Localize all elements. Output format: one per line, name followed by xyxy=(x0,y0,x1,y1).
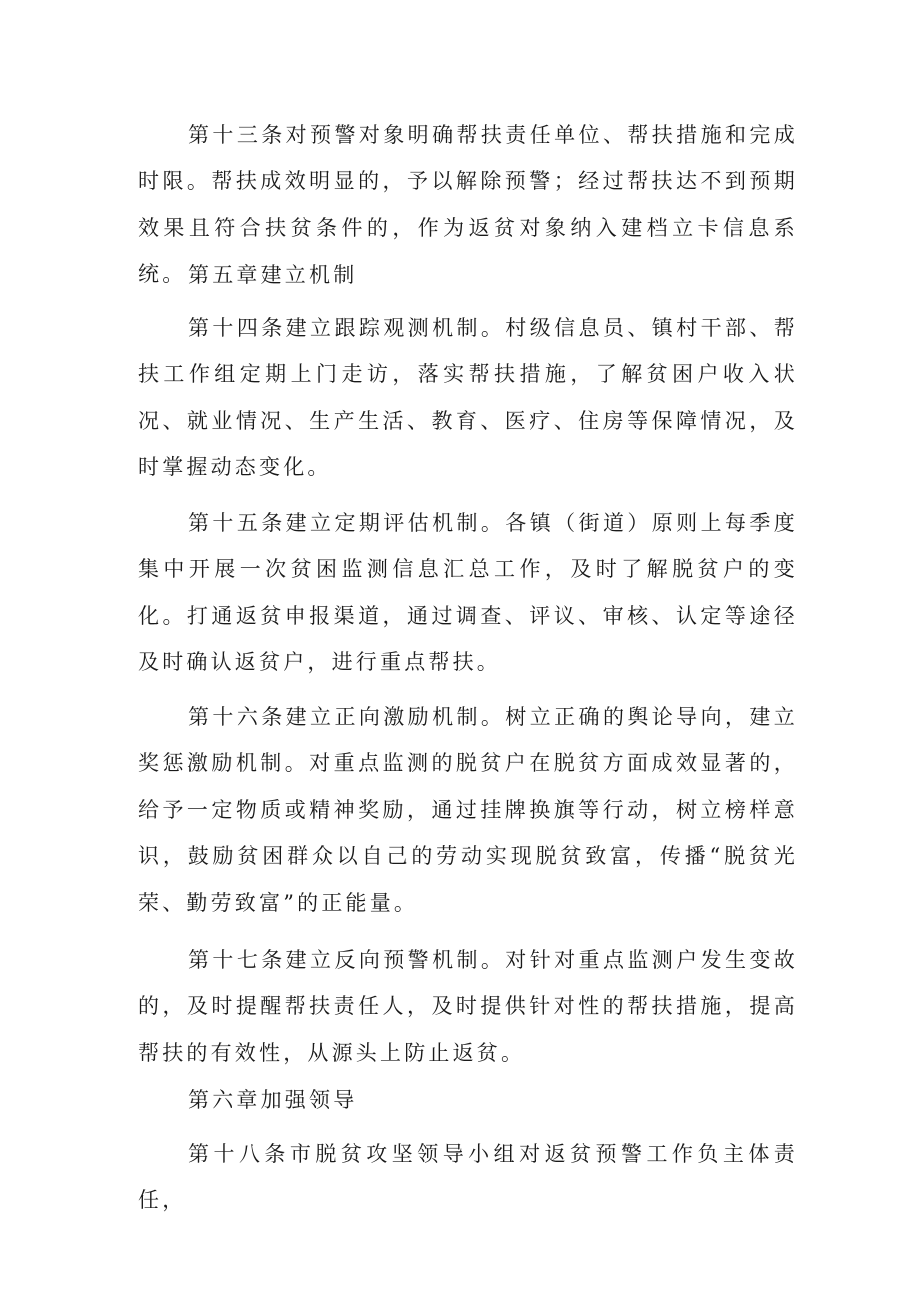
chapter-6-heading: 第六章加强领导 xyxy=(188,1088,358,1112)
paragraph-article-16: 第十六条建立正向激励机制。树立正确的舆论导向，建立奖惩激励机制。对重点监测的脱贫户在脱贫方面成效显著的，给予一定物质或精神奖励，通过挂牌换旗等行动，树立榜样意识，鼓励贫困群众以自己的劳动实现脱贫致富，传播“脱贫光荣、勤劳致富”的正能量。 xyxy=(138,705,798,915)
paragraph-article-14: 第十四条建立跟踪观测机制。村级信息员、镇村干部、帮扶工作组定期上门走访，落实帮扶措施，了解贫困户收入状况、就业情况、生产生活、教育、医疗、住房等保障情况，及时掌握动态变化。 xyxy=(138,316,798,480)
chapter-5-heading: 第五章建立机制 xyxy=(188,263,358,287)
paragraph-article-18: 第十八条市脱贫攻坚领导小组对返贫预警工作负主体责任， xyxy=(138,1142,798,1213)
paragraph-article-17: 第十七条建立反向预警机制。对针对重点监测户发生变故的，及时提醒帮扶责任人，及时提供针对性的帮扶措施，提高帮扶的有效性，从源头上防止返贫。 xyxy=(138,948,798,1065)
paragraph-article-13: 第十三条对预警对象明确帮扶责任单位、帮扶措施和完成时限。帮扶成效明显的，予以解除预警；经过帮扶达不到预期效果且符合扶贫条件的，作为返贫对象纳入建档立卡信息系统。 xyxy=(138,123,798,287)
paragraph-article-15: 第十五条建立定期评估机制。各镇（街道）原则上每季度集中开展一次贫困监测信息汇总工作，及时了解脱贫户的变化。打通返贫申报渠道，通过调查、评议、审核、认定等途径及时确认返贫户，进行重点帮扶。 xyxy=(138,511,798,675)
